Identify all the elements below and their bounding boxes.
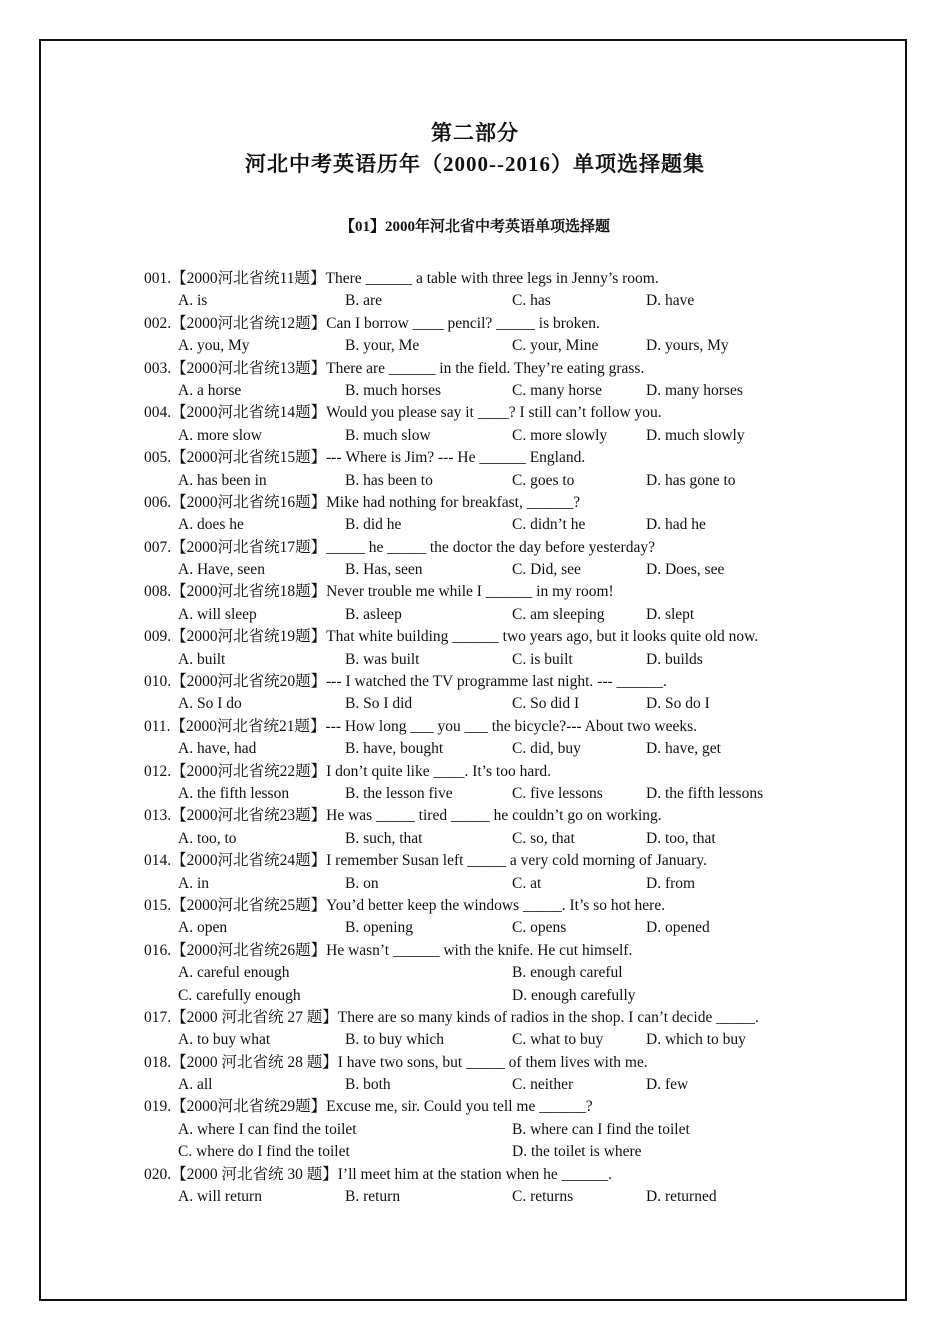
option-d: D. Does, see	[646, 561, 725, 579]
option-c: C. more slowly	[512, 426, 608, 444]
option-a: A. has been in	[178, 471, 267, 489]
question-stem: 001.【2000河北省统11题】There ______ a table with three legs in Jenny’s room.	[144, 270, 659, 287]
options-row	[144, 335, 844, 357]
option-d: D. yours, My	[646, 337, 729, 355]
option-a: A. you, My	[178, 337, 250, 355]
question-item	[144, 1164, 844, 1209]
part-title: 第二部分	[431, 121, 519, 145]
question-item	[144, 671, 844, 716]
options-row	[144, 1186, 844, 1208]
option-c: C. Did, see	[512, 561, 581, 579]
options-row	[144, 783, 844, 805]
option-b: B. on	[345, 874, 379, 892]
question-item	[144, 492, 844, 537]
section-title: 【01】2000年河北省中考英语单项选择题	[339, 219, 610, 235]
question-stem: 015.【2000河北省统25题】You’d better keep the windows _____. It’s so hot here.	[144, 896, 666, 914]
option-c: C. your, Mine	[512, 337, 599, 355]
option-d: D. much slowly	[646, 426, 745, 444]
option-c: C. didn’t he	[512, 516, 586, 534]
question-item	[144, 895, 844, 940]
options-row	[144, 604, 844, 626]
option-b: B. much slow	[345, 426, 431, 444]
option-b: B. return	[345, 1188, 401, 1206]
options-row	[144, 514, 844, 536]
option-c: C. So did I	[512, 695, 580, 713]
option-a: A. is	[178, 292, 208, 310]
option-d: D. So do I	[646, 695, 710, 713]
question-stem: 005.【2000河北省统15题】--- Where is Jim? --- He ______ England.	[144, 449, 586, 467]
option-d: D. had he	[646, 516, 706, 534]
option-c: C. so, that	[512, 829, 575, 847]
option-a: A. careful enough	[178, 964, 290, 982]
option-c: C. opens	[512, 919, 567, 937]
question-stem: 012.【2000河北省统22题】I don’t quite like ____. It’s too hard.	[144, 762, 551, 780]
options-row	[144, 1029, 844, 1051]
option-a: A. will return	[178, 1188, 262, 1206]
option-b: B. did he	[345, 516, 402, 534]
question-item	[144, 1052, 844, 1097]
question-item	[144, 626, 844, 671]
option-d: D. opened	[646, 919, 710, 937]
option-a: A. a horse	[178, 381, 242, 399]
options-row	[144, 962, 844, 984]
option-b: B. the lesson five	[345, 784, 453, 802]
question-item	[144, 313, 844, 358]
option-c: C. is built	[512, 650, 573, 668]
options-row	[144, 425, 844, 447]
question-item	[144, 716, 844, 761]
option-c: C. what to buy	[512, 1031, 604, 1049]
option-a: A. the fifth lesson	[178, 784, 290, 802]
option-b: B. Has, seen	[345, 561, 423, 579]
question-stem: 006.【2000河北省统16题】Mike had nothing for breakfast, ______?	[144, 493, 581, 511]
option-a: A. will sleep	[178, 605, 257, 623]
option-d: D. which to buy	[646, 1031, 746, 1049]
option-d: D. have	[646, 292, 695, 310]
option-b: B. where can I find the toilet	[512, 1120, 690, 1138]
option-d: D. slept	[646, 605, 695, 623]
question-item	[144, 761, 844, 806]
option-c: C. did, buy	[512, 740, 581, 758]
question-stem: 020.【2000 河北省统 30 题】I’ll meet him at the station when he ______.	[144, 1165, 612, 1183]
option-b: B. enough careful	[512, 964, 623, 982]
option-b: B. opening	[345, 919, 414, 937]
option-d: D. too, that	[646, 829, 716, 847]
option-b: B. has been to	[345, 471, 433, 489]
options-row	[144, 693, 844, 715]
option-a: A. where I can find the toilet	[178, 1120, 357, 1138]
question-item	[144, 268, 844, 313]
option-c: C. at	[512, 874, 542, 892]
question-item	[144, 1007, 844, 1052]
option-b: B. much horses	[345, 381, 442, 399]
options-row	[144, 1074, 844, 1096]
question-item	[144, 581, 844, 626]
question-item	[144, 1096, 844, 1163]
options-row	[144, 917, 844, 939]
option-a: A. So I do	[178, 695, 242, 713]
question-item	[144, 358, 844, 403]
option-c: C. five lessons	[512, 784, 603, 802]
option-a: A. in	[178, 874, 209, 892]
option-a: A. too, to	[178, 829, 237, 847]
option-d: D. the fifth lessons	[646, 784, 764, 802]
page-title: 河北中考英语历年（2000--2016）单项选择题集	[245, 152, 705, 176]
option-c: C. am sleeping	[512, 605, 605, 623]
option-d: D. returned	[646, 1188, 717, 1206]
question-stem: 002.【2000河北省统12题】Can I borrow ____ pencil? _____ is broken.	[144, 314, 600, 332]
option-d: D. builds	[646, 650, 703, 668]
question-item	[144, 537, 844, 582]
option-d: D. many horses	[646, 381, 743, 399]
option-a: A. more slow	[178, 426, 262, 444]
option-c: C. many horse	[512, 381, 602, 399]
options-row	[144, 290, 844, 312]
options-row	[144, 828, 844, 850]
question-stem: 018.【2000 河北省统 28 题】I have two sons, but _____ of them lives with me.	[144, 1053, 648, 1071]
option-b: B. your, Me	[345, 337, 420, 355]
question-item	[144, 940, 844, 1007]
option-c: C. neither	[512, 1076, 574, 1094]
option-a: A. have, had	[178, 740, 257, 758]
option-d: D. enough carefully	[512, 986, 636, 1004]
question-item	[144, 805, 844, 850]
option-c: C. goes to	[512, 471, 575, 489]
option-a: A. does he	[178, 516, 244, 534]
option-a: A. open	[178, 919, 228, 937]
option-c: C. has	[512, 292, 551, 310]
question-stem: 013.【2000河北省统23题】He was _____ tired _____ he couldn’t go on working.	[144, 807, 662, 825]
option-a: A. built	[178, 650, 226, 668]
options-row	[144, 649, 844, 671]
question-stem: 010.【2000河北省统20题】--- I watched the TV programme last night. --- ______.	[144, 673, 667, 691]
question-stem: 019.【2000河北省统29题】Excuse me, sir. Could you tell me ______?	[144, 1098, 593, 1116]
question-stem: 009.【2000河北省统19题】That white building ______ two years ago, but it looks quite old now.	[144, 628, 759, 646]
option-c: C. where do I find the toilet	[178, 1143, 350, 1161]
option-b: B. was built	[345, 650, 420, 668]
question-stem: 003.【2000河北省统13题】There are ______ in the field. They’re eating grass.	[144, 359, 645, 377]
option-d: D. few	[646, 1076, 689, 1094]
options-row	[144, 380, 844, 402]
question-stem: 014.【2000河北省统24题】I remember Susan left _____ a very cold morning of January.	[144, 852, 707, 870]
question-list	[144, 268, 844, 1208]
option-d: D. has gone to	[646, 471, 736, 489]
question-stem: 016.【2000河北省统26题】He wasn’t ______ with the knife. He cut himself.	[144, 941, 633, 959]
option-d: D. the toilet is where	[512, 1143, 642, 1161]
options-row	[144, 1141, 844, 1163]
question-stem: 007.【2000河北省统17题】_____ he _____ the doctor the day before yesterday?	[144, 538, 655, 556]
option-b: B. asleep	[345, 605, 402, 623]
options-row	[144, 873, 844, 895]
options-row	[144, 738, 844, 760]
question-stem: 017.【2000 河北省统 27 题】There are so many kinds of radios in the shop. I can’t decide _____.	[144, 1008, 759, 1026]
question-stem: 004.【2000河北省统14题】Would you please say it ____? I still can’t follow you.	[144, 404, 662, 422]
options-row	[144, 470, 844, 492]
options-row	[144, 1119, 844, 1141]
options-row	[144, 985, 844, 1007]
option-b: B. So I did	[345, 695, 413, 713]
option-d: D. have, get	[646, 740, 721, 758]
option-b: B. such, that	[345, 829, 423, 847]
option-b: B. are	[345, 292, 383, 310]
option-a: A. all	[178, 1076, 213, 1094]
option-c: C. returns	[512, 1188, 574, 1206]
option-c: C. carefully enough	[178, 986, 301, 1004]
option-a: A. to buy what	[178, 1031, 271, 1049]
question-item	[144, 402, 844, 447]
question-stem: 011.【2000河北省统21题】--- How long ___ you ___ the bicycle?--- About two weeks.	[144, 717, 698, 735]
question-item	[144, 447, 844, 492]
question-item	[144, 850, 844, 895]
question-stem: 008.【2000河北省统18题】Never trouble me while I ______ in my room!	[144, 583, 614, 601]
option-d: D. from	[646, 874, 696, 892]
option-b: B. to buy which	[345, 1031, 445, 1049]
option-a: A. Have, seen	[178, 561, 265, 579]
options-row	[144, 559, 844, 581]
option-b: B. both	[345, 1076, 391, 1094]
option-b: B. have, bought	[345, 740, 444, 758]
